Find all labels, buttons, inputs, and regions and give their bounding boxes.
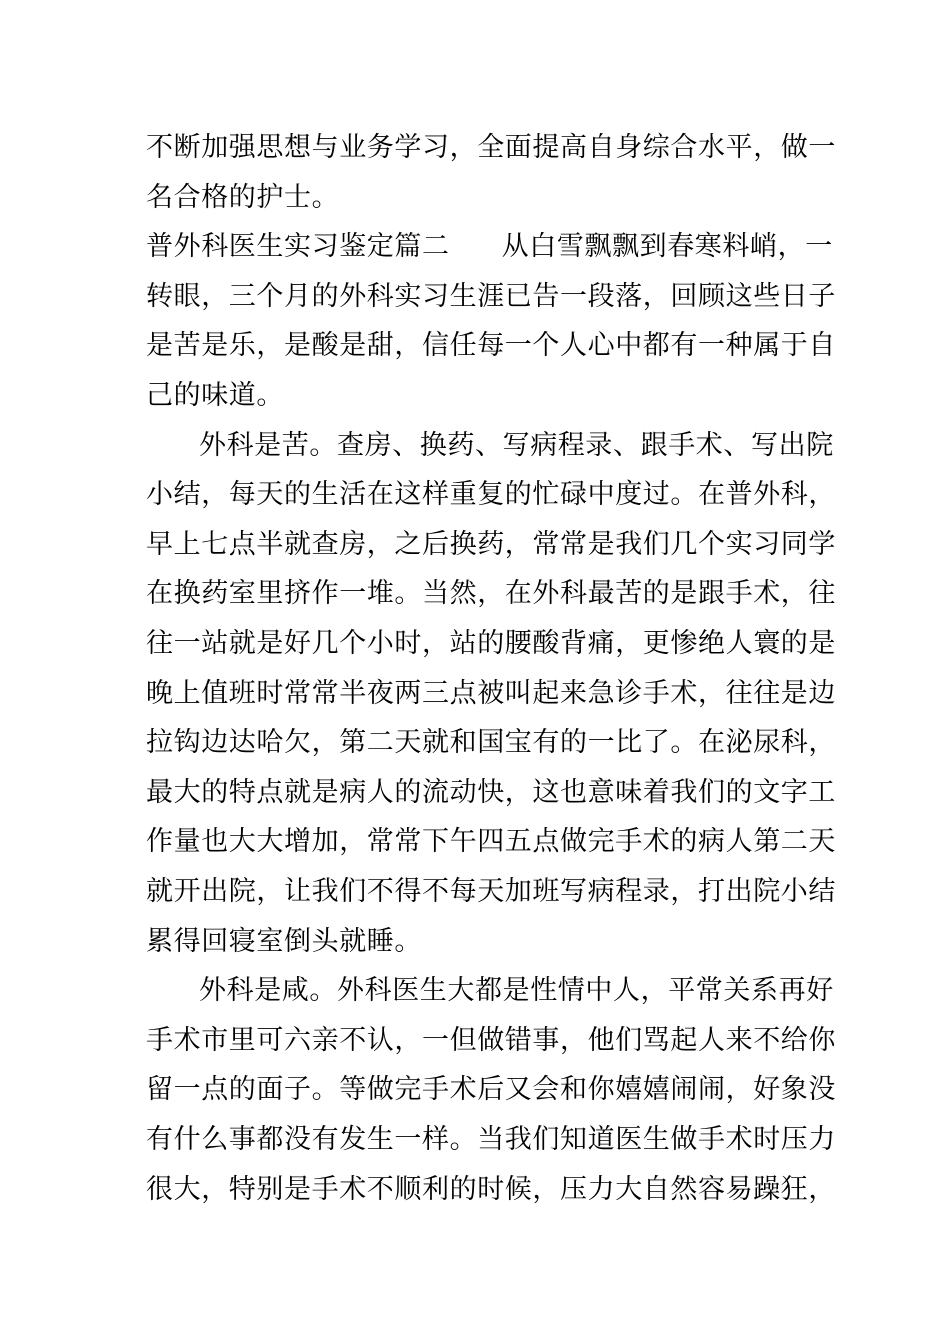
text-line: 小结，每天的生活在这样重复的忙碌中度过。在普外科， [146,479,836,510]
text-line: 拉钩边达哈欠，第二天就和国宝有的一比了。在泌尿科， [146,727,836,758]
text-line: 就开出院，让我们不得不每天加班写病程录，打出院小结 [146,876,836,907]
text-line: 留一点的面子。等做完手术后又会和你嬉嬉闹闹，好象没 [146,1074,836,1105]
section-heading: 普外科医生实习鉴定篇二 [146,231,450,262]
text-line: 手术市里可六亲不认，一但做错事，他们骂起人来不给你 [146,1025,836,1056]
text-line: 己的味道。 [146,380,284,411]
paragraph-first-line: 外科是咸。外科医生大都是性情中人，平常关系再好 [199,975,834,1006]
text-line: 是苦是乐，是酸是甜，信任每一个人心中都有一种属于自 [146,330,836,361]
text-line: 不断加强思想与业务学习，全面提高自身综合水平，做一 [146,132,836,163]
text-line: 累得回寝室倒头就睡。 [146,926,422,957]
text-line: 很大，特别是手术不顺利的时候，压力大自然容易躁狂， [146,1174,836,1205]
paragraph-first-line: 外科是苦。查房、换药、写病程录、跟手术、写出院 [199,430,834,461]
text-line: 早上七点半就查房，之后换药，常常是我们几个实习同学 [146,529,836,560]
text-line: 往一站就是好几个小时，站的腰酸背痛，更惨绝人寰的是 [146,628,836,659]
text-line: 晚上值班时常常半夜两三点被叫起来急诊手术，往往是边 [146,678,836,709]
text-line: 有什么事都没有发生一样。当我们知道医生做手术时压力 [146,1124,836,1155]
text-line: 在换药室里挤作一堆。当然，在外科最苦的是跟手术，往 [146,578,836,609]
text-line: 转眼，三个月的外科实习生涯已告一段落，回顾这些日子 [146,281,836,312]
text-line: 最大的特点就是病人的流动快，这也意味着我们的文字工 [146,777,836,808]
text-line: 作量也大大增加，常常下午四五点做完手术的病人第二天 [146,826,836,857]
text-line: 从白雪飘飘到春寒料峭，一 [501,231,833,262]
text-line: 名合格的护士。 [146,182,340,213]
section-heading-line [146,227,833,267]
